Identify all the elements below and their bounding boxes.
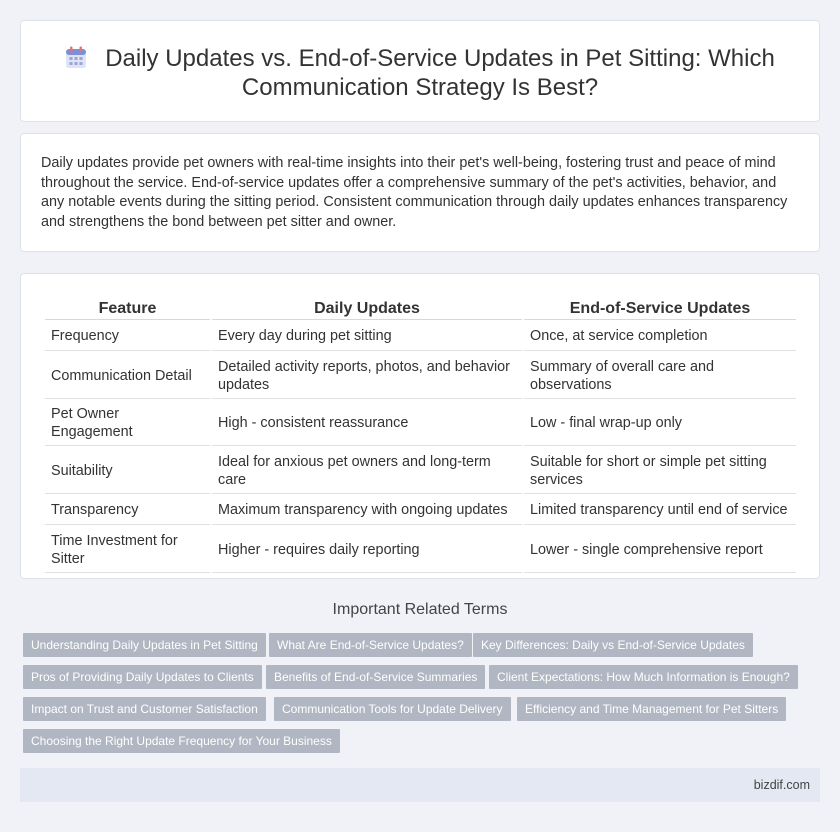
related-terms-title: Important Related Terms xyxy=(332,601,508,618)
table-row xyxy=(45,448,796,494)
related-term-tag[interactable]: Efficiency and Time Management for Pet Sitters xyxy=(517,697,786,721)
table-cell: Ideal for anxious pet owners and long-term care xyxy=(212,448,522,494)
table-cell: High - consistent reassurance xyxy=(212,401,522,446)
intro-paragraph: Daily updates provide pet owners with real-time insights into their pet's well-being, fostering trust and peace of mind throughout the service. End-of-service updates offer a comprehensive summary of the pet's activities, behavior, and any notable events during the sitting period. Consistent communication through daily updates enhances transparency and strengthens the bond between pet sitter and owner. xyxy=(41,155,788,230)
related-term-tag[interactable]: Pros of Providing Daily Updates to Clients xyxy=(23,665,262,689)
table-cell: Time Investment for Sitter xyxy=(45,527,210,573)
table-cell: Low - final wrap-up only xyxy=(524,401,796,446)
table-cell: Suitable for short or simple pet sitting services xyxy=(524,448,796,494)
related-term-tag[interactable]: Communication Tools for Update Delivery xyxy=(274,697,511,721)
related-term-tag[interactable]: Key Differences: Daily vs End-of-Service Updates xyxy=(473,633,753,657)
table-cell: Higher - requires daily reporting xyxy=(212,527,522,573)
intro-card xyxy=(20,133,820,252)
comparison-card xyxy=(20,273,820,579)
table-row xyxy=(45,401,796,446)
related-term-tag[interactable]: Client Expectations: How Much Information is Enough? xyxy=(489,665,798,689)
comparison-table xyxy=(43,296,798,575)
header-feature: Feature xyxy=(45,298,210,320)
related-term-tag[interactable]: Understanding Daily Updates in Pet Sitting xyxy=(23,633,266,657)
footer-site-name[interactable]: bizdif.com xyxy=(753,778,810,792)
table-row xyxy=(45,496,796,525)
calendar-icon xyxy=(65,46,87,70)
table-row xyxy=(45,322,796,351)
footer xyxy=(20,768,820,802)
table-cell: Once, at service completion xyxy=(524,322,796,351)
page-title: Daily Updates vs. End-of-Service Updates in Pet Sitting: Which Communication Strategy Is Best? xyxy=(105,45,775,101)
table-cell: Transparency xyxy=(45,496,210,525)
table-cell: Frequency xyxy=(45,322,210,351)
related-term-tag[interactable]: Impact on Trust and Customer Satisfaction xyxy=(23,697,266,721)
table-cell: Pet Owner Engagement xyxy=(45,401,210,446)
table-cell: Suitability xyxy=(45,448,210,494)
table-cell: Summary of overall care and observations xyxy=(524,353,796,399)
table-cell: Detailed activity reports, photos, and behavior updates xyxy=(212,353,522,399)
table-cell: Every day during pet sitting xyxy=(212,322,522,351)
page-title-wrap xyxy=(21,44,819,102)
table-cell: Maximum transparency with ongoing updates xyxy=(212,496,522,525)
table-row xyxy=(45,353,796,399)
related-term-tag[interactable]: Benefits of End-of-Service Summaries xyxy=(266,665,485,689)
table-cell: Lower - single comprehensive report xyxy=(524,527,796,573)
table-row xyxy=(45,527,796,573)
header-end-of-service-updates: End-of-Service Updates xyxy=(524,298,796,320)
header-card xyxy=(20,20,820,122)
table-cell: Communication Detail xyxy=(45,353,210,399)
related-term-tag[interactable]: What Are End-of-Service Updates? xyxy=(269,633,472,657)
header-daily-updates: Daily Updates xyxy=(212,298,522,320)
related-term-tag[interactable]: Choosing the Right Update Frequency for Your Business xyxy=(23,729,340,753)
table-cell: Limited transparency until end of service xyxy=(524,496,796,525)
table-header-row xyxy=(45,298,796,320)
